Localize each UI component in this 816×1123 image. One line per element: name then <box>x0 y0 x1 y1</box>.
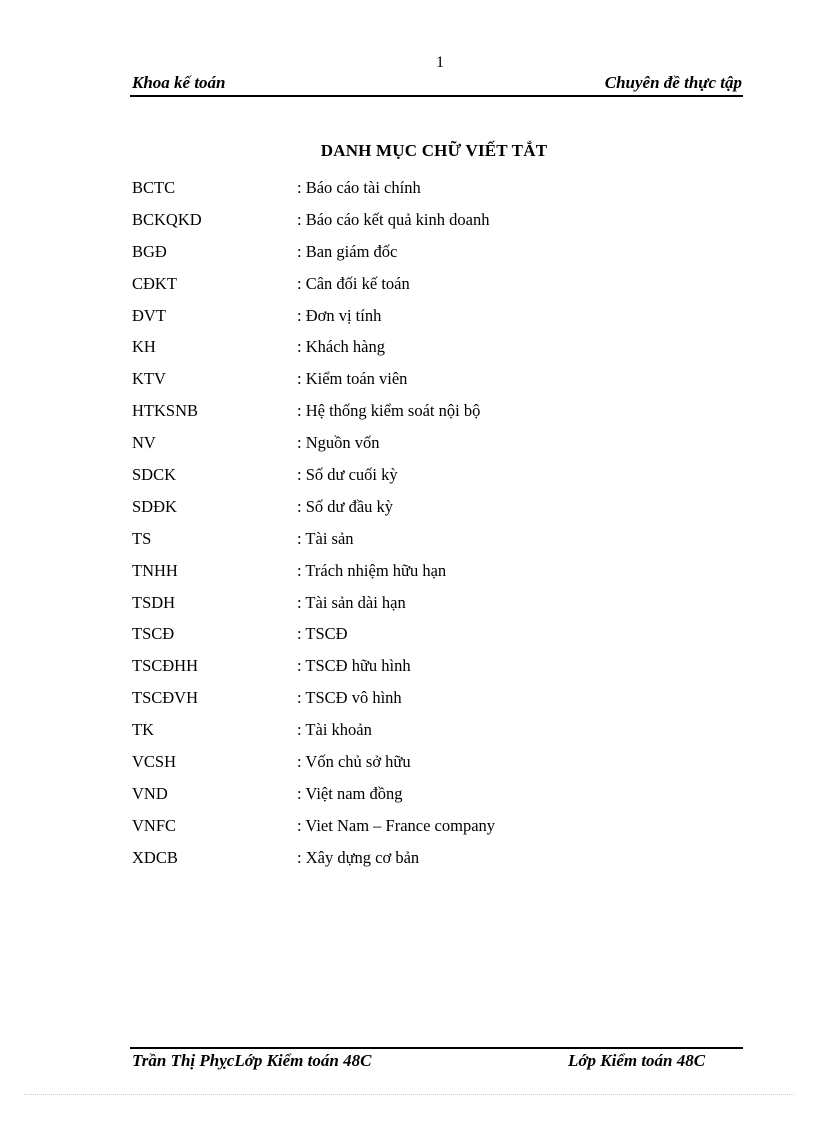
abbreviation-row <box>132 491 712 523</box>
abbreviation-row <box>132 523 712 555</box>
abbreviation-description: : Viet Nam – France company <box>297 815 496 835</box>
abbreviation-description: : TSCĐ hữu hình <box>297 656 411 676</box>
abbreviation-row <box>132 778 712 810</box>
abbreviation-row <box>132 268 712 300</box>
abbreviation-code: VNFC <box>132 815 177 835</box>
abbreviation-description: : Trách nhiệm hữu hạn <box>297 560 447 580</box>
abbreviation-description: : Ban giám đốc <box>297 241 398 261</box>
page-number: 1 <box>436 54 444 71</box>
abbreviation-description: : Báo cáo tài chính <box>297 177 421 197</box>
header-divider <box>130 95 743 97</box>
abbreviation-description: : Khách hàng <box>297 337 385 357</box>
abbreviation-description: : Cân đối kế toán <box>297 273 410 293</box>
abbreviation-code: TSCĐ <box>132 624 175 644</box>
footer-class: Lớp Kiểm toán 48C <box>568 1051 706 1070</box>
abbreviation-row <box>132 650 712 682</box>
abbreviation-row <box>132 682 712 714</box>
abbreviation-code: SDCK <box>132 464 177 484</box>
abbreviation-row <box>132 395 712 427</box>
abbreviation-code: BGĐ <box>132 241 167 261</box>
abbreviation-description: : Số dư đầu kỳ <box>297 496 394 516</box>
abbreviation-code: VND <box>132 783 168 803</box>
abbreviation-description: : Tài sản <box>297 528 354 548</box>
abbreviation-description: : Việt nam đồng <box>297 783 403 803</box>
abbreviation-row <box>132 236 712 268</box>
abbreviation-code: TSCĐVH <box>132 688 199 708</box>
abbreviation-description: : Hệ thống kiểm soát nội bộ <box>297 401 481 421</box>
abbreviation-row <box>132 172 712 204</box>
abbreviation-code: ĐVT <box>132 305 166 325</box>
abbreviation-row <box>132 746 712 778</box>
abbreviation-row <box>132 331 712 363</box>
abbreviation-list <box>132 172 712 874</box>
abbreviation-description: : Đơn vị tính <box>297 305 382 325</box>
abbreviation-row <box>132 714 712 746</box>
abbreviation-code: TNHH <box>132 560 178 580</box>
abbreviation-description: : TSCĐ vô hình <box>297 688 402 708</box>
abbreviation-code: NV <box>132 433 156 453</box>
abbreviation-description: : Nguồn vốn <box>297 433 380 453</box>
abbreviation-code: KH <box>132 337 156 357</box>
footer-divider <box>130 1047 743 1049</box>
abbreviation-row <box>132 618 712 650</box>
abbreviation-code: XDCB <box>132 847 178 867</box>
abbreviation-code: SDĐK <box>132 496 177 516</box>
abbreviation-code: BCKQKD <box>132 209 202 229</box>
abbreviation-row <box>132 427 712 459</box>
abbreviation-row <box>132 587 712 619</box>
abbreviation-description: : TSCĐ <box>297 624 348 644</box>
abbreviation-row <box>132 810 712 842</box>
abbreviation-description: : Tài khoản <box>297 720 372 740</box>
abbreviation-description: : Kiểm toán viên <box>297 369 408 389</box>
abbreviation-description: : Xây dựng cơ bản <box>297 847 420 867</box>
abbreviation-row <box>132 459 712 491</box>
abbreviation-row <box>132 842 712 874</box>
abbreviation-code: KTV <box>132 369 166 389</box>
abbreviation-code: CĐKT <box>132 273 177 293</box>
abbreviation-row <box>132 300 712 332</box>
abbreviation-description: : Báo cáo kết quả kinh doanh <box>297 209 490 229</box>
page-title: DANH MỤC CHỮ VIẾT TẮT <box>320 141 548 160</box>
abbreviation-code: TSDH <box>132 592 176 612</box>
page-bottom-edge <box>24 1094 794 1095</box>
header-document-type: Chuyên đề thực tập <box>604 73 742 92</box>
abbreviation-description: : Tài sản dài hạn <box>297 592 406 612</box>
abbreviation-description: : Số dư cuối kỳ <box>297 464 398 484</box>
footer-author: Trần Thị PhỵcLớp Kiểm toán 48C <box>132 1051 372 1070</box>
header-department: Khoa kế toán <box>132 73 226 92</box>
abbreviation-row <box>132 363 712 395</box>
abbreviation-code: TK <box>132 720 154 740</box>
abbreviation-code: TSCĐHH <box>132 656 199 676</box>
abbreviation-code: TS <box>132 528 152 548</box>
abbreviation-code: HTKSNB <box>132 401 199 421</box>
abbreviation-code: VCSH <box>132 751 177 771</box>
abbreviation-row <box>132 555 712 587</box>
abbreviation-code: BCTC <box>132 177 176 197</box>
abbreviation-row <box>132 204 712 236</box>
abbreviation-description: : Vốn chủ sở hữu <box>297 751 411 771</box>
